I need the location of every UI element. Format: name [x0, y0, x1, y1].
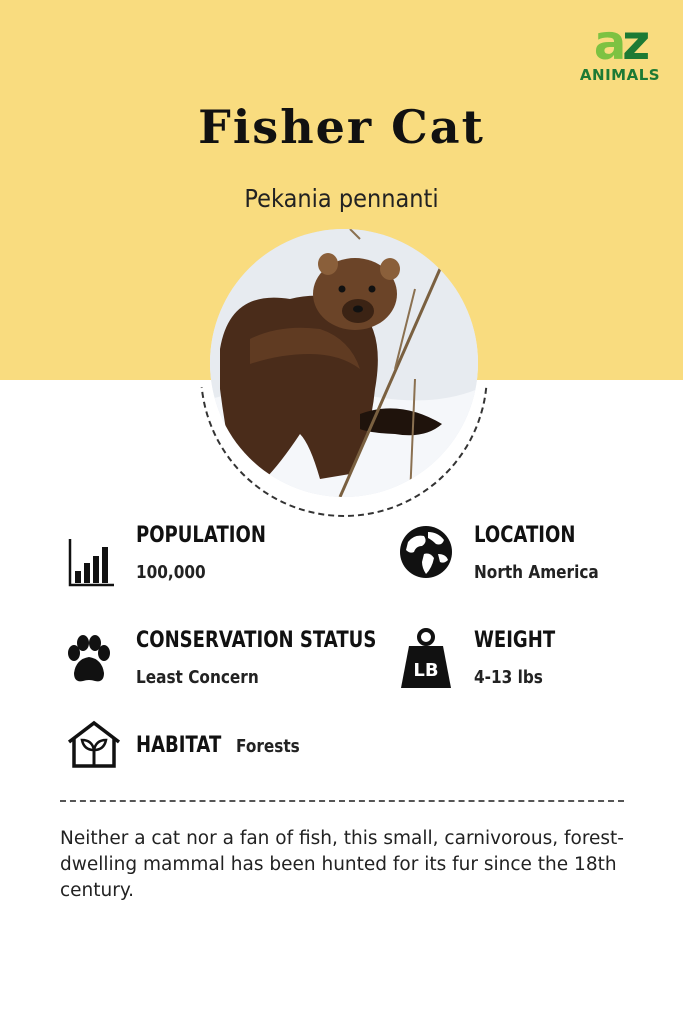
animal-description: Neither a cat nor a fan of fish, this small, carnivorous, forest-dwelling mammal has been hunted for its fur since the 18th century.: [60, 828, 624, 901]
house-plant-icon: [66, 720, 122, 768]
weight-value: 4-13 lbs: [474, 667, 543, 688]
paw-icon: [64, 635, 114, 685]
az-animals-logo[interactable]: [576, 15, 664, 88]
conservation-status-label: CONSERVATION STATUS: [136, 628, 377, 653]
logo-letter-z: z: [622, 15, 647, 71]
svg-text:LB: LB: [413, 660, 439, 681]
animal-photo: [210, 229, 478, 497]
population-value: 100,000: [136, 562, 206, 583]
conservation-status-value: Least Concern: [136, 667, 259, 688]
bar-chart-icon: [68, 537, 116, 587]
location-value: North America: [474, 562, 599, 583]
page-title: Fisher Cat: [198, 100, 485, 154]
weight-lb-icon: [399, 628, 453, 690]
logo-mark: [576, 15, 664, 71]
habitat-label: HABITAT: [136, 733, 222, 758]
habitat-value: Forests: [236, 736, 300, 757]
scientific-name: Pekania pennanti: [244, 184, 439, 213]
weight-label: WEIGHT: [474, 628, 556, 653]
logo-letter-a: a: [593, 15, 623, 71]
population-label: POPULATION: [136, 523, 266, 548]
globe-icon: [398, 524, 454, 580]
location-label: LOCATION: [474, 523, 576, 548]
section-divider: [60, 800, 624, 802]
fisher-illustration: [210, 229, 478, 497]
logo-text: ANIMALS: [579, 66, 661, 84]
